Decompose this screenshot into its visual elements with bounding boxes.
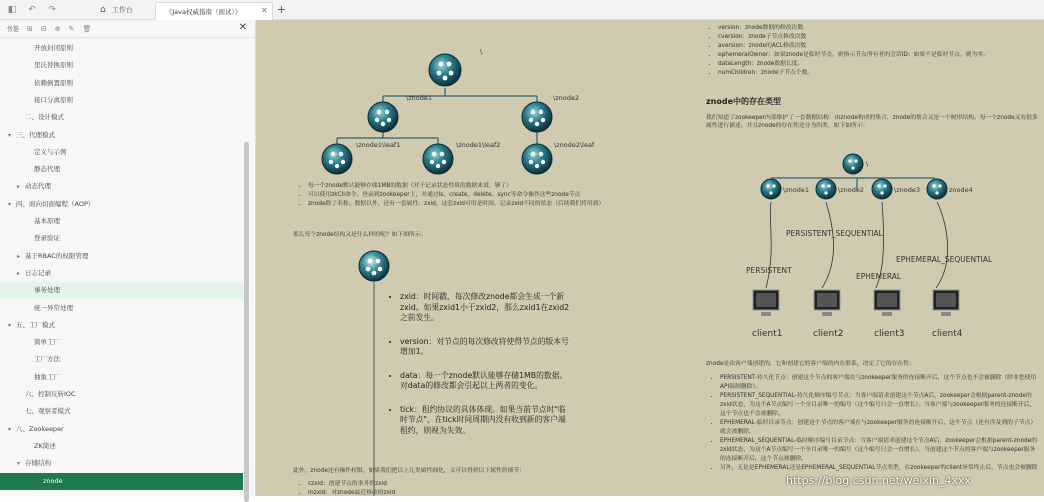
sidebar-item-label: 三、代理模式 [16, 130, 55, 139]
sidebar-item[interactable] [0, 57, 243, 74]
chevron-icon[interactable]: ▾ [8, 200, 12, 208]
sidebar-item[interactable] [0, 75, 243, 92]
list-item: • dataLength：znode数据长度。 [718, 60, 1041, 69]
sidebar-item-label: 依赖倒置原则 [34, 78, 73, 87]
list-item: • EPHEMERAL_SEQUENTIAL-临时顺序编号目录节点：当客户端请求创建这个节点A后，zookeeper会根据parent-znode的zxid状态，为这个A节点编写一个全目录唯一的编号（这个编号只会一直增长）。当创建这个节点的客户端与zookeeper服务的连接断开后，这个节点被删除。 [720, 437, 1041, 464]
collapse-all-icon[interactable]: ⊟ [40, 24, 47, 33]
sidebar-item[interactable] [0, 230, 243, 247]
znode-fields-list [388, 292, 573, 436]
sidebar-item[interactable] [0, 282, 243, 299]
sidebar-item-label: 存储结构 [25, 459, 51, 468]
sidebar-item-label: ZK简述 [34, 441, 56, 450]
sidebar-item[interactable] [0, 40, 243, 57]
sidebar-item-label: 四、面向切面编程（AOP） [16, 199, 95, 208]
types-node-4 [927, 179, 947, 199]
attributes-list [296, 480, 636, 498]
client1-icon [753, 290, 779, 316]
tab-document[interactable]: 《Java权威指南（面试）》 ✕ [155, 2, 273, 20]
sidebar-item[interactable] [0, 455, 243, 472]
sidebar-item[interactable] [0, 351, 243, 368]
document-page [256, 20, 1044, 496]
znode-attrs-list [706, 24, 1041, 78]
types-node-2-label: \znode2 [838, 186, 864, 194]
list-item: • tick：租约协议的具体体现。如果当前节点时"临时节点"，在tick时间周期内没有收到新的客户端租约，则视为失效。 [400, 405, 573, 437]
sidebar-item-label: 事务处理 [34, 286, 60, 295]
sidebar-item-label: 开放封闭原则 [34, 44, 73, 52]
sidebar-item-label: 工厂方法 [34, 355, 60, 364]
sidebar-item[interactable] [0, 144, 243, 161]
title-bar [0, 0, 1044, 20]
chevron-icon[interactable]: ▾ [8, 131, 12, 139]
sidebar-item[interactable] [0, 473, 243, 490]
sidebar-item-label: 五、工厂模式 [16, 320, 55, 329]
sidebar-item[interactable] [0, 334, 243, 351]
tab-home[interactable]: ⌂ 工作台 [100, 4, 133, 15]
sidebar-item[interactable] [0, 213, 243, 230]
existence-note: znode是由客户端创建的，它和创建它的客户端的内在联系，决定了它的存在性： [706, 361, 915, 367]
sidebar-item-label: 抽象工厂 [34, 372, 60, 381]
list-item: • ephemeralOwner：如果znode是临时节点，则指示节点所有者的会话ID；如果不是临时节点，则为零。 [718, 51, 1041, 60]
list-item: • czxid：创建节点的事务的zxid [308, 480, 636, 489]
znode-structure-node [359, 251, 389, 281]
types-node-1 [761, 179, 781, 199]
add-bookmark-icon[interactable]: ⊕ [54, 24, 61, 33]
label-persistent-sequential: PERSISTENT_SEQUENTIAL [786, 229, 883, 238]
list-item: • znode除了名称、数据以外，还有一套属性：zxid，这套zxid可用是时间，记录zxid不同的状态（后续我们将用到） [308, 200, 636, 209]
sidebar-item-label: 六、控制反转IOC [25, 390, 76, 398]
chevron-icon[interactable]: ▸ [17, 183, 21, 191]
watermark: https://blog.csdn.net/weixin_4xxx [786, 474, 972, 487]
types-node-3-label: \znode3 [894, 186, 920, 194]
sidebar-item-label: 日志记录 [25, 268, 51, 277]
client4-icon [933, 290, 959, 316]
close-sidebar-icon[interactable]: ✕ [238, 22, 247, 33]
list-item: • 另外，无论是EPHEMERAL还是EPHEMERAL_SEQUENTIAL节点类型，在zookeeper的client异常终止后，节点也会被删除 [720, 464, 1041, 473]
sidebar-item-label: 二、设计模式 [25, 113, 64, 122]
tree-znode2-label: \znode2 [553, 94, 579, 102]
list-item: • cversion：znode子节点修改次数 [718, 33, 1041, 42]
list-item: • zxid：时间戳，每次修改znode都会生成一个新zxid。如果zxid1小于zxid2，那么zxid1在zxid2之前发生。 [400, 292, 573, 324]
tree-node-leaf2 [423, 144, 453, 174]
label-persistent: PERSISTENT [746, 266, 792, 275]
sidebar-item-label: 八、Zookeeper [16, 424, 64, 433]
sidebar-item[interactable] [0, 369, 243, 386]
sidebar-item-label: 登录验证 [34, 234, 60, 243]
sidebar-item[interactable] [0, 127, 243, 144]
sidebar-item-label: 接口分离原则 [34, 95, 73, 104]
sidebar-item[interactable] [0, 178, 243, 195]
client4-label: client4 [932, 329, 963, 339]
chevron-icon[interactable]: ▸ [17, 252, 21, 260]
list-item: • data：每一个znode默认能够存储1MB的数据。对data的修改都会引起以上两者的变化。 [400, 371, 573, 392]
tree-leaf1-label: \znode1\leaf1 [356, 141, 401, 149]
sidebar-item[interactable] [0, 403, 243, 420]
tree-node-znode2 [522, 102, 552, 132]
sidebar-item[interactable] [0, 161, 243, 178]
tree-node-leaf1 [322, 144, 352, 174]
sidebar-item[interactable] [0, 109, 243, 126]
menu-icon[interactable]: ◧ [7, 4, 17, 15]
sidebar-item-label: 里氏替换原则 [34, 61, 73, 70]
client3-icon [874, 290, 900, 316]
list-item: • version：znode数据的修改次数 [718, 24, 1041, 33]
tree-node-root [429, 54, 461, 86]
sidebar-title: 书签 [6, 25, 19, 33]
chevron-icon[interactable]: ▾ [17, 460, 21, 468]
client3-label: client3 [874, 329, 905, 339]
sidebar-item-label: 简单工厂 [34, 338, 60, 347]
delete-bookmark-icon[interactable]: 🗑 [82, 24, 92, 33]
list-item: • mzxid：对znode最近修改的zxid [308, 489, 636, 498]
sidebar-item[interactable] [0, 300, 243, 317]
client1-label: client1 [752, 329, 783, 339]
sidebar-item[interactable] [0, 386, 243, 403]
types-node-3 [872, 179, 892, 199]
chevron-icon[interactable]: ▾ [8, 321, 12, 329]
home-icon: ⌂ [100, 4, 106, 15]
sidebar-item[interactable] [0, 92, 243, 109]
sidebar-item[interactable] [0, 265, 243, 282]
list-item: • PERSISTENT_SEQUENTIAL-持久化顺序编号节点：当客户端请求创建这个节点A后，zookeeper会根据parent-znode的zxid状态，为这个A节点编写一个全目录唯一的编号（这个编号只会一直增长）。当客户端与zookeeper服务的连接断开后，这个节点也不会被删除。 [720, 392, 1041, 419]
undo-icon[interactable]: ↶ [28, 4, 36, 15]
section-heading: znode中的存在类型 [706, 97, 781, 106]
tree-node-leaf3 [522, 144, 552, 174]
list-item: • 每一个znode默认能够存储1MB的数据（对于记录状态性质的数据来说，够了） [308, 182, 636, 191]
client2-icon [814, 290, 840, 316]
chevron-icon[interactable]: ▾ [8, 425, 12, 433]
types-root-label: \ [866, 160, 869, 168]
sidebar-item-label: 七、观察者模式 [25, 407, 71, 416]
label-ephemeral: EPHEMERAL [856, 272, 902, 281]
types-node-4-label: znode4 [949, 186, 973, 194]
structure-question: 那么每个znode结构又是什么样的呢？如下图所示： [293, 232, 427, 238]
sidebar-item-label: 基于RBAC的权限管理 [25, 251, 89, 260]
bookmark-sidebar [0, 20, 256, 496]
tree-node-znode1 [368, 102, 398, 132]
sidebar-scrollbar[interactable] [244, 142, 249, 502]
sidebar-item[interactable] [0, 248, 243, 265]
chevron-icon[interactable]: ▸ [17, 269, 21, 277]
types-node-1-label: \znode1 [783, 186, 809, 194]
expand-all-icon[interactable]: ⊞ [27, 24, 33, 33]
label-ephemeral-sequential: EPHEMERAL_SEQUENTIAL [896, 255, 993, 264]
sidebar-item-label: 静态代理 [34, 165, 60, 174]
edit-bookmark-icon[interactable]: ✎ [68, 24, 75, 33]
client2-label: client2 [813, 329, 844, 339]
list-item: • 可以使用zkCli命令，登录到zookeeper上，并通过ls、create、delete、sync等命令操作这些znode节点 [308, 191, 636, 200]
tree-leaf2-label: \znode1\leaf2 [456, 141, 501, 149]
sidebar-item-label: znode [43, 476, 63, 485]
existence-types-list [708, 374, 1041, 473]
redo-icon[interactable]: ↷ [48, 4, 56, 15]
tree-leaf3-label: \znode2\leaf [554, 141, 595, 149]
list-item: • PERSISTENT-持久化节点：创建这个节点的客户端在与zookeeper服务的连接断开后，这个节点也不会被删除（除非您使用API强制删除）。 [720, 374, 1041, 392]
section-intro: 我们知道了zookeeper内部维护了一套数据结构：由znode构成的集合，znode的集合又是一个树形结构。每一个znode又有很多属性进行描述。并且znode的存在性还分为四类，如下如所示： [706, 115, 1038, 129]
close-tab-icon[interactable]: ✕ [261, 5, 268, 15]
sidebar-item[interactable] [0, 317, 243, 334]
znode-summary-list [296, 182, 636, 209]
sidebar-item-label: 基本原理 [34, 217, 60, 225]
sidebar-item[interactable] [0, 421, 243, 438]
list-item: • aversion：znode的ACL修改次数 [718, 42, 1041, 51]
types-root-node [843, 154, 863, 174]
tree-znode1-label: \znode1 [406, 94, 432, 102]
sidebar-item-label: 动态代理 [25, 182, 51, 191]
sidebar-header [0, 20, 255, 38]
list-item: • numChildren：znode子节点个数。 [718, 69, 1041, 78]
sidebar-item[interactable] [0, 196, 243, 213]
attributes-note: 此外，znode还有操作权限。如果我们把以上几类属性细化，又可以得到以下属性的细节： [293, 468, 525, 474]
list-item: • version：对节点的每次修改将使得节点的版本号增加1。 [400, 337, 573, 358]
sidebar-item-label: 统一异常处理 [34, 303, 73, 312]
sidebar-item-label: 定义与示例 [34, 147, 67, 156]
types-node-2 [816, 179, 836, 199]
tree-root-label: \ [480, 48, 483, 56]
list-item: • EPHEMERAL-临时目录节点：创建这个节点的客户端在与zookeeper服务的连接断开后，这个节点（还有涉及到的子节点）就会被删除。 [720, 419, 1041, 437]
new-tab-button[interactable]: + [276, 3, 286, 16]
sidebar-item[interactable] [0, 438, 243, 455]
